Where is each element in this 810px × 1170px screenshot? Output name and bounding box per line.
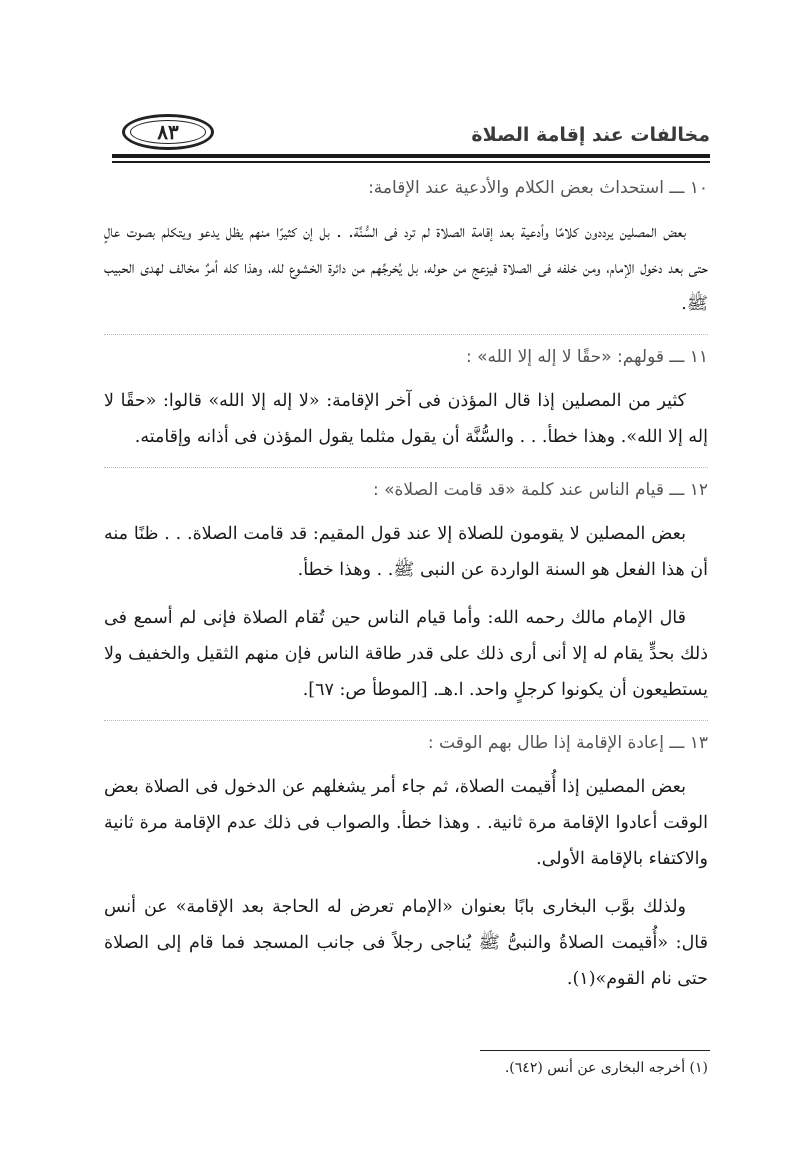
- section-12: [104, 467, 708, 708]
- paragraph: بعض المصلين لا يقومون للصلاة إلا عند قول المقيم: قد قامت الصلاة. . . ظنًا منه أن هذا الفعل هو السنة الواردة عن النبى ﷺ. . وهذا خطأ.: [104, 524, 708, 580]
- header-rule-thick: [112, 154, 710, 158]
- section-heading: ١٢ ـــ قيام الناس عند كلمة «قد قامت الصلاة» :: [372, 480, 708, 500]
- section-11: [104, 334, 708, 455]
- page-body: [104, 176, 708, 1009]
- paragraph: ولذلك بوَّب البخارى بابًا بعنوان «الإمام تعرض له الحاجة بعد الإقامة» عن أنس قال: «أُقيمت الصلاةُ والنبىُّ ﷺ يُناجى رجلاً فى جانب المسجد فما قام إلى الصلاة حتى نام القوم»(١).: [104, 897, 708, 989]
- paragraph: كثير من المصلين إذا قال المؤذن فى آخر الإقامة: «لا إله إلا الله» قالوا: «حقًا لا إله إلا الله». وهذا خطأ. . . والسُّنَّة أن يقول مثلما يقول المؤذن فى أذانه وإقامته.: [104, 391, 708, 447]
- paragraph: قال الإمام مالك رحمه الله: وأما قيام الناس حين تُقام الصلاة فإنى لم أسمع فى ذلك بحدٍّ يقام له إلا أنى أرى ذلك على قدر طاقة الناس فإن منهم الثقيل والخفيف ولا يستطيعون أن يكونوا كرجلٍ واحد. ا.هـ. [الموطأ ص: ٦٧].: [104, 608, 708, 700]
- footnote: (١) أخرجه البخارى عن أنس (٦٤٢).: [504, 1060, 708, 1076]
- section-10: [104, 176, 708, 322]
- running-title: مخالفات عند إقامة الصلاة: [471, 124, 710, 146]
- page-header: [112, 110, 710, 162]
- header-rule-thin: [112, 161, 710, 163]
- section-heading: ١٣ ـــ إعادة الإقامة إذا طال بهم الوقت :: [427, 733, 708, 753]
- section-heading: ١٠ ـــ استحداث بعض الكلام والأدعية عند الإقامة:: [368, 178, 708, 198]
- section-13: [104, 720, 708, 997]
- footnote-separator: [480, 1050, 710, 1051]
- paragraph: بعض المصلين إذا أُقيمت الصلاة، ثم جاء أمر يشغلهم عن الدخول فى الصلاة بعض الوقت أعادوا الإقامة مرة ثانية. . وهذا خطأ. والصواب فى ذلك عدم الإقامة مرة ثانية والاكتفاء بالإقامة الأولى.: [104, 777, 708, 869]
- page-number: ٨٣: [157, 120, 179, 144]
- page-number-ornament: [122, 114, 214, 150]
- section-heading: ١١ ـــ قولهم: «حقًا لا إله إلا الله» :: [466, 347, 708, 367]
- paragraph: بعض المصلين يرددون كلامًا وأدعية بعد إقامة الصلاة لم ترد فى السُّنَّة. . بل إن كثيرًا منهم يظل يدعو ويتكلم بصوت عالٍ حتى بعد دخول الإمام، ومن خلفه فى الصلاة فيزعج من حوله، بل يُخرجِّهم من دائرة الخشوع لله، وهذا كله أمرٌ مخالف لهدى الحبيب ﷺ.: [104, 222, 708, 314]
